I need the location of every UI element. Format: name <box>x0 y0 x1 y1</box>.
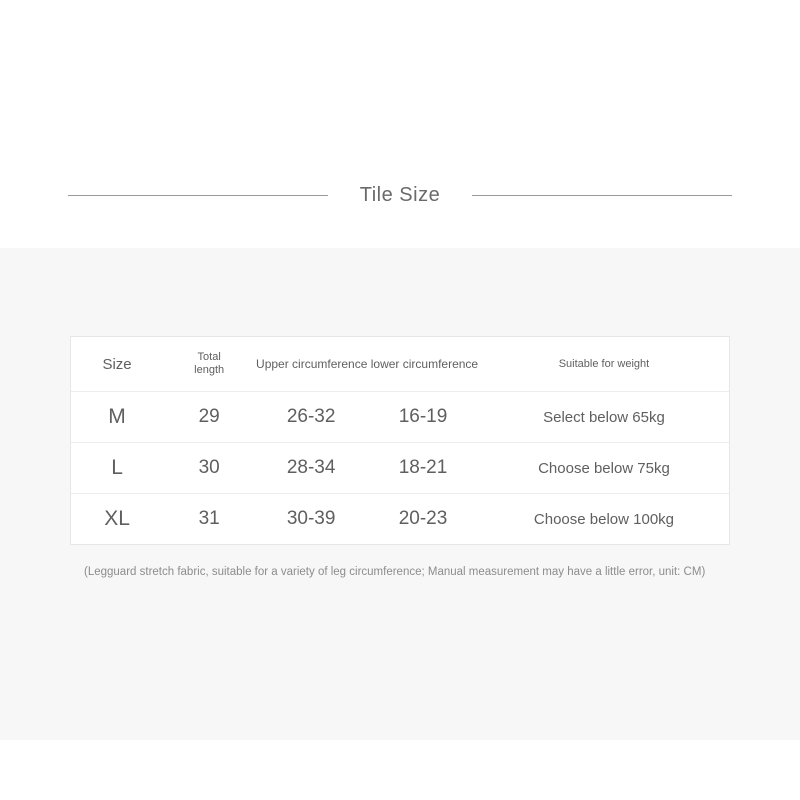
header-size: Size <box>71 337 163 392</box>
cell-weight: Choose below 75kg <box>479 443 729 494</box>
content-panel <box>0 248 800 740</box>
header-circumference: Upper circumference lower circumference <box>255 337 479 392</box>
cell-upper-circumference: 28-34 <box>255 443 367 494</box>
title-band <box>0 170 800 220</box>
cell-weight: Select below 65kg <box>479 392 729 443</box>
cell-lower-circumference: 20-23 <box>398 508 448 529</box>
cell-weight: Choose below 100kg <box>533 510 675 528</box>
header-weight: Suitable for weight <box>479 337 729 392</box>
cell-total-length: 31 <box>198 508 220 529</box>
cell-size: XL <box>104 507 130 530</box>
header-total-length-line2: length <box>194 364 225 376</box>
table-head <box>71 337 729 392</box>
size-table-container <box>70 336 730 545</box>
page-title: Tile Size <box>359 183 441 206</box>
cell-total-length: 30 <box>163 443 255 494</box>
table-header-row <box>71 337 729 392</box>
cell-upper-circumference: 26-32 <box>255 392 367 443</box>
table-row <box>71 443 729 494</box>
cell-size: M <box>71 392 163 443</box>
cell-lower-circumference: 16-19 <box>367 392 479 443</box>
cell-lower-circumference: 18-21 <box>367 443 479 494</box>
cell-total-length: 29 <box>163 392 255 443</box>
header-total-length <box>163 337 255 392</box>
cell-upper-circumference: 30-39 <box>286 508 336 529</box>
header-total-length-line1: Total <box>197 351 221 363</box>
table-row <box>71 494 729 545</box>
measurement-note: (Legguard stretch fabric, suitable for a variety of leg circumference; Manual measurement may have a little error, unit: CM) <box>84 566 706 578</box>
table-body <box>71 392 729 545</box>
table-row <box>71 392 729 443</box>
title-rule-left <box>68 195 328 196</box>
cell-size: L <box>71 443 163 494</box>
size-table <box>71 337 729 544</box>
title-rule-right <box>472 195 732 196</box>
